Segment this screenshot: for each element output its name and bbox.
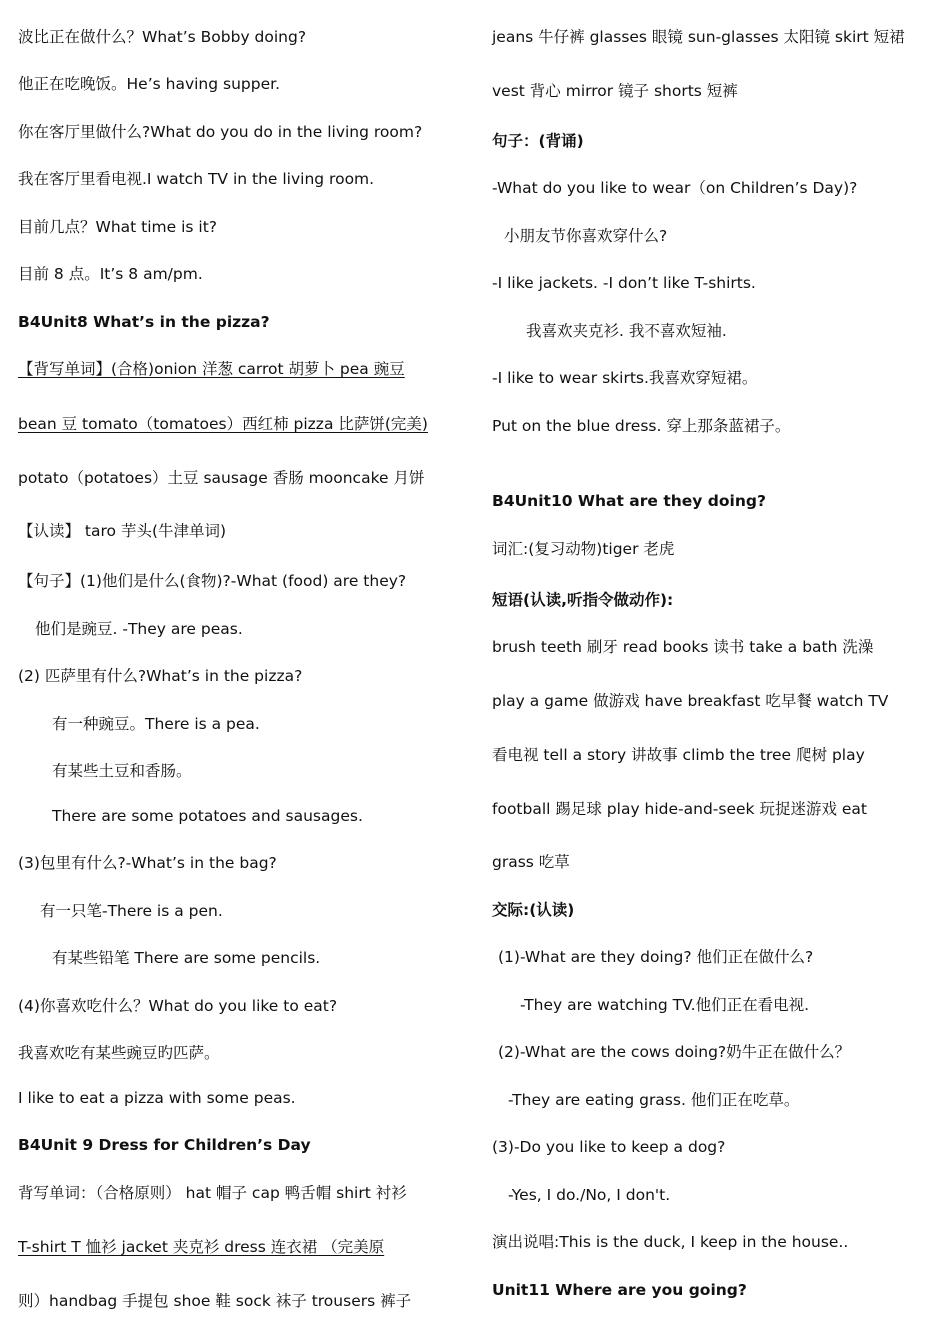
text-line: 我在客厅里看电视.I watch TV in the living room.: [18, 170, 375, 188]
unit-heading: B4Unit 9 Dress for Children’s Day: [18, 1136, 311, 1154]
unit-heading: Unit11 Where are you going?: [492, 1281, 747, 1299]
text-line: 词汇:(复习动物)tiger 老虎: [492, 540, 675, 558]
section-label: 交际:(认读): [492, 901, 575, 919]
text-line: 你在客厅里做什么?What do you do in the living room?: [18, 123, 423, 141]
text-line: (3)-Do you like to keep a dog?: [492, 1138, 726, 1156]
text-line: -I like jackets. -I don’t like T-shirts.: [492, 274, 756, 292]
section-label: 短语(认读,听指令做动作):: [492, 591, 674, 609]
phrase-line: grass 吃草: [492, 853, 570, 871]
text-line: 【句子】(1)他们是什么(食物)?-What (food) are they?: [18, 572, 407, 590]
text-line: 【认读】 taro 芋头(牛津单词): [18, 522, 227, 540]
text-line: -They are eating grass. 他们正在吃草。: [508, 1091, 800, 1109]
text-line: (1)-What are they doing? 他们正在做什么?: [498, 948, 814, 966]
text-line: 有某些土豆和香肠。: [52, 762, 192, 780]
text-line: (2) 匹萨里有什么?What’s in the pizza?: [18, 667, 303, 685]
vocab-line: 则）handbag 手提包 shoe 鞋 sock 袜子 trousers 裤子: [18, 1292, 412, 1310]
phrase-line: brush teeth 刷牙 read books 读书 take a bath 洗澡: [492, 638, 874, 656]
text-line: 波比正在做什么？What’s Bobby doing?: [18, 28, 307, 46]
vocab-line: 背写单词：（合格原则） hat 帽子 cap 鸭舌帽 shirt 衬衫: [18, 1184, 407, 1202]
text-line: 有一只笔-There is a pen.: [40, 902, 223, 920]
vocab-line: jeans 牛仔裤 glasses 眼镜 sun-glasses 太阳镜 skirt 短裙: [492, 28, 905, 46]
text-line: 他们是豌豆. -They are peas.: [35, 620, 243, 638]
phrase-line: football 踢足球 play hide-and-seek 玩捉迷游戏 eat: [492, 800, 867, 818]
text-line: I like to eat a pizza with some peas.: [18, 1089, 296, 1107]
vocab-line: 【背写单词】(合格)onion 洋葱 carrot 胡萝卜 pea 豌豆: [18, 360, 405, 378]
text-line: There are some potatoes and sausages.: [52, 807, 363, 825]
text-line: 我喜欢夹克衫. 我不喜欢短袖.: [526, 322, 727, 340]
text-line: 他正在吃晚饭。He’s having supper.: [18, 75, 281, 93]
text-line: 小朋友节你喜欢穿什么?: [504, 227, 668, 245]
text-line: 我喜欢吃有某些豌豆旳匹萨。: [18, 1044, 220, 1062]
vocab-line: vest 背心 mirror 镜子 shorts 短裤: [492, 82, 738, 100]
unit-heading: B4Unit8 What’s in the pizza?: [18, 313, 270, 331]
text-line: 演出说唱:This is the duck, I keep in the house..: [492, 1233, 849, 1251]
phrase-line: play a game 做游戏 have breakfast 吃早餐 watch TV: [492, 692, 889, 710]
text-line: -Yes, I do./No, I don't.: [508, 1186, 671, 1204]
text-line: -What do you like to wear（on Children’s Day)?: [492, 179, 858, 197]
text-line: (3)包里有什么?-What’s in the bag?: [18, 854, 277, 872]
vocab-line: potato（potatoes）土豆 sausage 香肠 mooncake 月饼: [18, 469, 425, 487]
text-line: (4)你喜欢吃什么？What do you like to eat?: [18, 997, 338, 1015]
section-label: 句子：(背诵): [492, 132, 584, 150]
phrase-line: 看电视 tell a story 讲故事 climb the tree 爬树 play: [492, 746, 865, 764]
unit-heading: B4Unit10 What are they doing?: [492, 492, 766, 510]
text-line: 目前 8 点。It’s 8 am/pm.: [18, 265, 203, 283]
text-line: 目前几点？What time is it?: [18, 218, 218, 236]
text-line: Put on the blue dress. 穿上那条蓝裙子。: [492, 417, 791, 435]
text-line: -They are watching TV.他们正在看电视.: [520, 996, 810, 1014]
text-line: 有一种豌豆。There is a pea.: [52, 715, 260, 733]
vocab-line: bean 豆 tomato（tomatoes）西红柿 pizza 比萨饼(完美): [18, 415, 428, 433]
text-line: 有某些铅笔 There are some pencils.: [52, 949, 321, 967]
text-line: -I like to wear skirts.我喜欢穿短裙。: [492, 369, 758, 387]
text-line: (2)-What are the cows doing?奶牛正在做什么？: [498, 1043, 851, 1061]
vocab-line: T-shirt T 恤衫 jacket 夹克衫 dress 连衣裙 （完美原: [18, 1238, 385, 1256]
